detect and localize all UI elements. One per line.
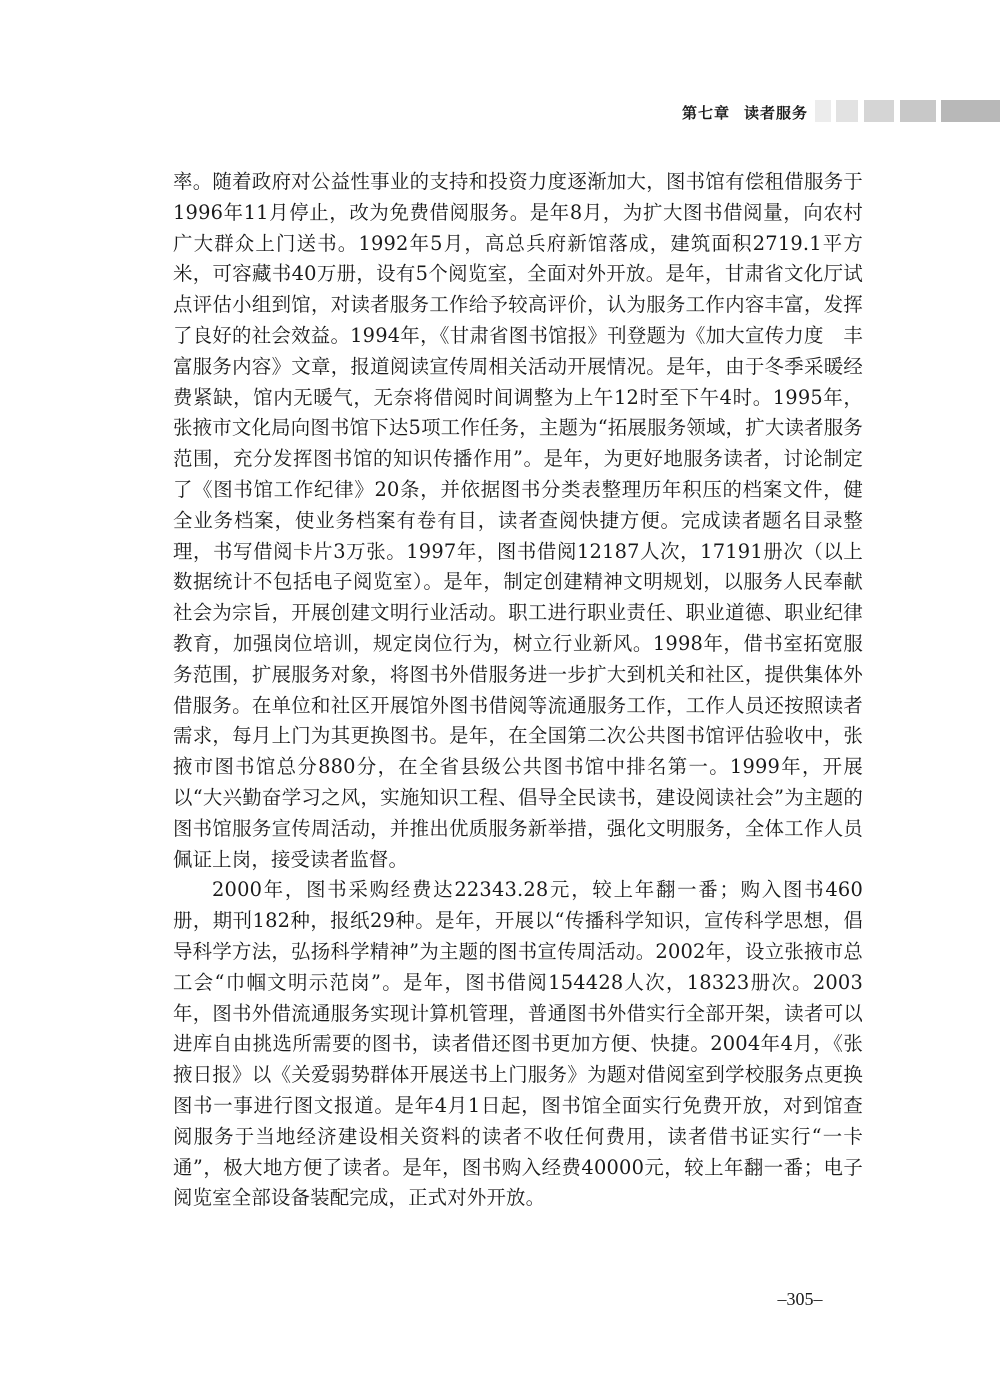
- chapter-title: 读者服务: [743, 104, 808, 122]
- running-header: [0, 100, 1000, 124]
- page-number: –305–: [777, 1289, 823, 1309]
- chapter-number: 第七章: [681, 104, 730, 122]
- header-decoration-block: [836, 100, 858, 122]
- header-decoration-block: [864, 100, 894, 122]
- body-text: [173, 167, 863, 1214]
- header-decoration-block: [815, 100, 831, 122]
- paragraph: 2000年，图书采购经费达22343.28元，较上年翻一番；购入图书460册，期刊182种，报纸29种。是年，开展以“传播科学知识，宣传科学思想，倡导科学方法，弘扬科学精神”为主题的图书宣传周活动。2002年，设立张掖市总工会“巾帼文明示范岗”。是年，图书借阅154428人次，18323册次。2003年，图书外借流通服务实现计算机管理，普通图书外借实行全部开架，读者可以进库自由挑选所需要的图书，读者借还图书更加方便、快捷。2004年4月，《张掖日报》以《关爱弱势群体开展送书上门服务》为题对借阅室到学校服务点更换图书一事进行图文报道。是年4月1日起，图书馆全面实行免费开放，对到馆查阅服务于当地经济建设相关资料的读者不收任何费用，读者借书证实行“一卡通”，极大地方便了读者。是年，图书购入经费40000元，较上年翻一番；电子阅览室全部设备装配完成，正式对外开放。: [173, 878, 863, 1210]
- header-decoration-block: [941, 100, 1000, 122]
- header-decoration-block: [900, 100, 936, 122]
- paragraph-continued: 率。随着政府对公益性事业的支持和投资力度逐渐加大，图书馆有偿租借服务于1996年11月停止，改为免费借阅服务。是年8月，为扩大图书借阅量，向农村广大群众上门送书。1992年5月，高总兵府新馆落成，建筑面积2719.1平方米，可容藏书40万册，设有5个阅览室，全面对外开放。是年，甘肃省文化厅试点评估小组到馆，对读者服务工作给予较高评价，认为服务工作内容丰富，发挥了良好的社会效益。1994年，《甘肃省图书馆报》刊登题为《加大宣传力度 丰富服务内容》文章，报道阅读宣传周相关活动开展情况。是年，由于冬季采暖经费紧缺，馆内无暖气，无奈将借阅时间调整为上午12时至下午4时。1995年，张掖市文化局向图书馆下达5项工作任务，主题为“拓展服务领域，扩大读者服务范围，充分发挥图书馆的知识传播作用”。是年，为更好地服务读者，讨论制定了《图书馆工作纪律》20条，并依据图书分类表整理历年积压的档案文件，健全业务档案，使业务档案有卷有目，读者查阅快捷方便。完成读者题名目录整理，书写借阅卡片3万张。1997年，图书借阅12187人次，17191册次（以上数据统计不包括电子阅览室）。是年，制定创建精神文明规划，以服务人民奉献社会为宗旨，开展创建文明行业活动。职工进行职业责任、职业道德、职业纪律教育，加强岗位培训，规定岗位行为，树立行业新风。1998年，借书室拓宽服务范围，扩展服务对象，将图书外借服务进一步扩大到机关和社区，提供集体外借服务。在单位和社区开展馆外图书借阅等流通服务工作，工作人员还按照读者需求，每月上门为其更换图书。是年，在全国第二次公共图书馆评估验收中，张掖市图书馆总分880分，在全省县级公共图书馆中排名第一。1999年，开展以“大兴勤奋学习之风，实施知识工程、倡导全民读书，建设阅读社会”为主题的图书馆服务宣传周活动，并推出优质服务新举措，强化文明服务，全体工作人员佩证上岗，接受读者监督。: [173, 170, 863, 871]
- chapter-heading: [682, 102, 808, 123]
